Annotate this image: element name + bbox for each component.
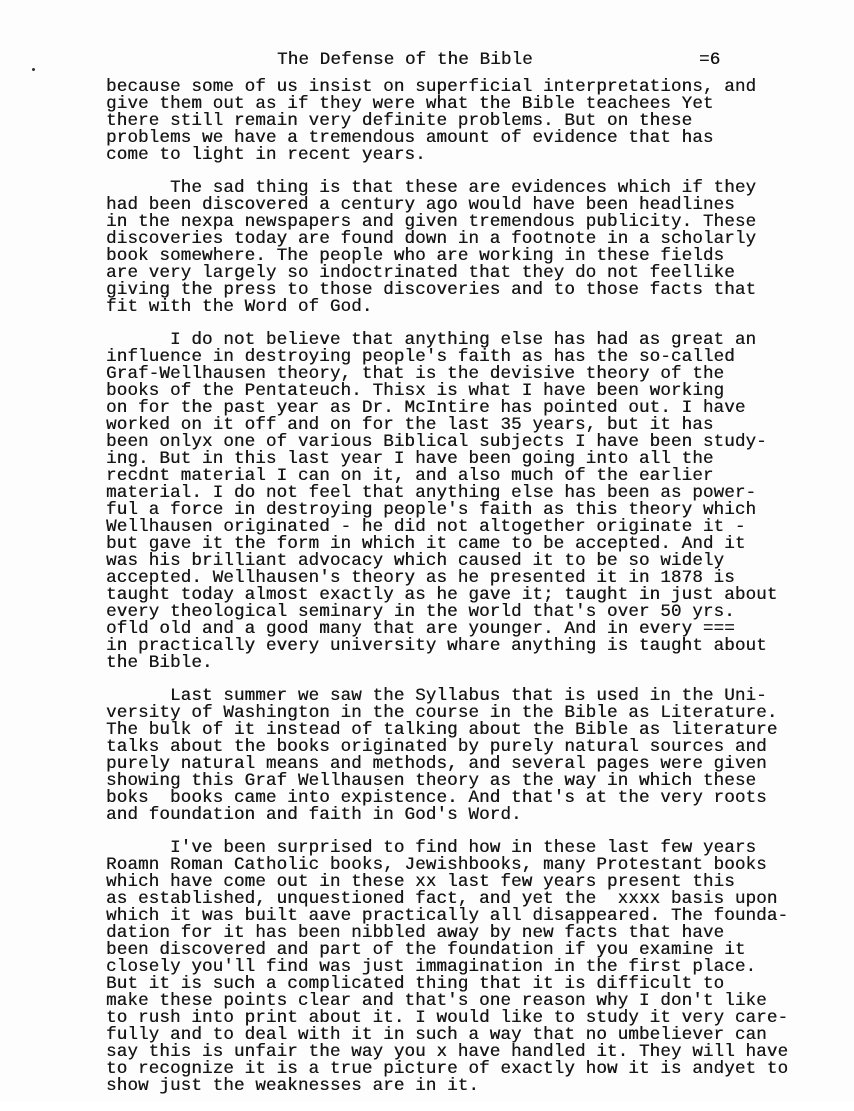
- text-line: been onlyx one of various Biblical subjects I have been study-: [106, 432, 767, 452]
- text-line: Roamn Roman Catholic books, Jewishbooks, many Protestant books: [106, 855, 767, 875]
- text-line: in the nexpa newspapers and given tremendous publicity. These: [106, 212, 757, 232]
- text-line: Graf-Wellhausen theory, that is the devisive theory of the: [106, 364, 725, 384]
- text-line: taught today almost exactly as he gave it; taught in just about: [106, 585, 778, 605]
- text-line: because some of us insist on superficial interpretations, and: [106, 77, 757, 97]
- text-line: But it is such a complicated thing that it is difficult to: [106, 974, 725, 994]
- text-line: there still remain very definite problems. But on these: [106, 111, 693, 131]
- text-line: been discovered and part of the foundation if you examine it: [106, 940, 746, 960]
- text-line: which it was built aave practically all disappeared. The founda-: [106, 906, 789, 926]
- stray-mark: [32, 68, 35, 71]
- text-line: influence in destroying people's faith as has the so-called: [106, 347, 735, 367]
- document-body: [106, 79, 826, 1111]
- text-line: to recognize it is a true picture of exactly how it is andyet to: [106, 1059, 789, 1079]
- text-line: I do not believe that anything else has had as great an: [106, 330, 757, 350]
- text-line: as established, unquestioned fact, and yet the xxxx basis upon: [106, 889, 778, 909]
- text-line: purely natural means and methods, and several pages were given: [106, 754, 767, 774]
- paragraph-3: [106, 332, 826, 672]
- text-line: but gave it the form in which it came to be accepted. And it: [106, 534, 746, 554]
- text-line: fully and to deal with it in such a way that no umbeliever can: [106, 1025, 767, 1045]
- text-line: material. I do not feel that anything else has been as power-: [106, 483, 757, 503]
- text-line: recdnt material I can on it, and also much of the earlier: [106, 466, 714, 486]
- text-line: say this is unfair the way you x have handled it. They will have: [106, 1042, 789, 1062]
- text-line: accepted. Wellhausen's theory as he presented it in 1878 is: [106, 568, 735, 588]
- paragraph-4: [106, 688, 826, 824]
- paragraph-1: [106, 79, 826, 164]
- text-line: giving the press to those discoveries and to those facts that: [106, 280, 757, 300]
- paragraph-5: [106, 840, 826, 1095]
- text-line: I've been surprised to find how in these last few years: [106, 838, 757, 858]
- page-number: =6: [699, 50, 721, 70]
- text-line: worked on it off and on for the last 35 years, but it has: [106, 415, 714, 435]
- paragraph-2: [106, 180, 826, 316]
- text-line: show just the weaknesses are in it.: [106, 1076, 480, 1096]
- text-line: give them out as if they were what the Bible teachees Yet: [106, 94, 714, 114]
- text-line: ofld old and a good many that are younger. And in every ===: [106, 619, 735, 639]
- text-line: are very largely so indoctrinated that they do not feellike: [106, 263, 735, 283]
- text-line: showing this Graf Wellhausen theory as the way in which these: [106, 771, 757, 791]
- text-line: to rush into print about it. I would like to study it very care-: [106, 1008, 789, 1028]
- text-line: was his brilliant advocacy which caused it to be so widely: [106, 551, 725, 571]
- text-line: come to light in recent years.: [106, 145, 426, 165]
- text-line: in practically every university whare anything is taught about: [106, 636, 767, 656]
- text-line: the Bible.: [106, 653, 213, 673]
- text-line: The sad thing is that these are evidences which if they: [106, 178, 757, 198]
- text-line: book somewhere. The people who are working in these fields: [106, 246, 725, 266]
- text-line: every theological seminary in the world that's over 50 yrs.: [106, 602, 735, 622]
- text-line: versity of Washington in the course in the Bible as Literature.: [106, 703, 778, 723]
- text-line: closely you'll find was just immagination in the first place.: [106, 957, 757, 977]
- text-line: dation for it has been nibbled away by new facts that have: [106, 923, 725, 943]
- text-line: on for the past year as Dr. McIntire has pointed out. I have: [106, 398, 746, 418]
- text-line: problems we have a tremendous amount of evidence that has: [106, 128, 714, 148]
- text-line: Wellhausen originated - he did not altogether originate it -: [106, 517, 746, 537]
- text-line: boks books came into expistence. And that's at the very roots: [106, 788, 767, 808]
- text-line: talks about the books originated by purely natural sources and: [106, 737, 767, 757]
- text-line: ing. But in this last year I have been going into all the: [106, 449, 714, 469]
- text-line: which have come out in these xx last few years present this: [106, 872, 735, 892]
- text-line: fit with the Word of God.: [106, 297, 373, 317]
- text-line: and foundation and faith in God's Word.: [106, 805, 522, 825]
- text-line: The bulk of it instead of talking about the Bible as literature: [106, 720, 778, 740]
- text-line: discoveries today are found down in a footnote in a scholarly: [106, 229, 757, 249]
- text-line: Last summer we saw the Syllabus that is used in the Uni-: [106, 686, 767, 706]
- text-line: ful a force in destroying people's faith as this theory which: [106, 500, 757, 520]
- text-line: books of the Pentateuch. Thisx is what I have been working: [106, 381, 725, 401]
- page-title: The Defense of the Bible: [277, 50, 533, 70]
- text-line: had been discovered a century ago would have been headlines: [106, 195, 735, 215]
- text-line: make these points clear and that's one reason why I don't like: [106, 991, 767, 1011]
